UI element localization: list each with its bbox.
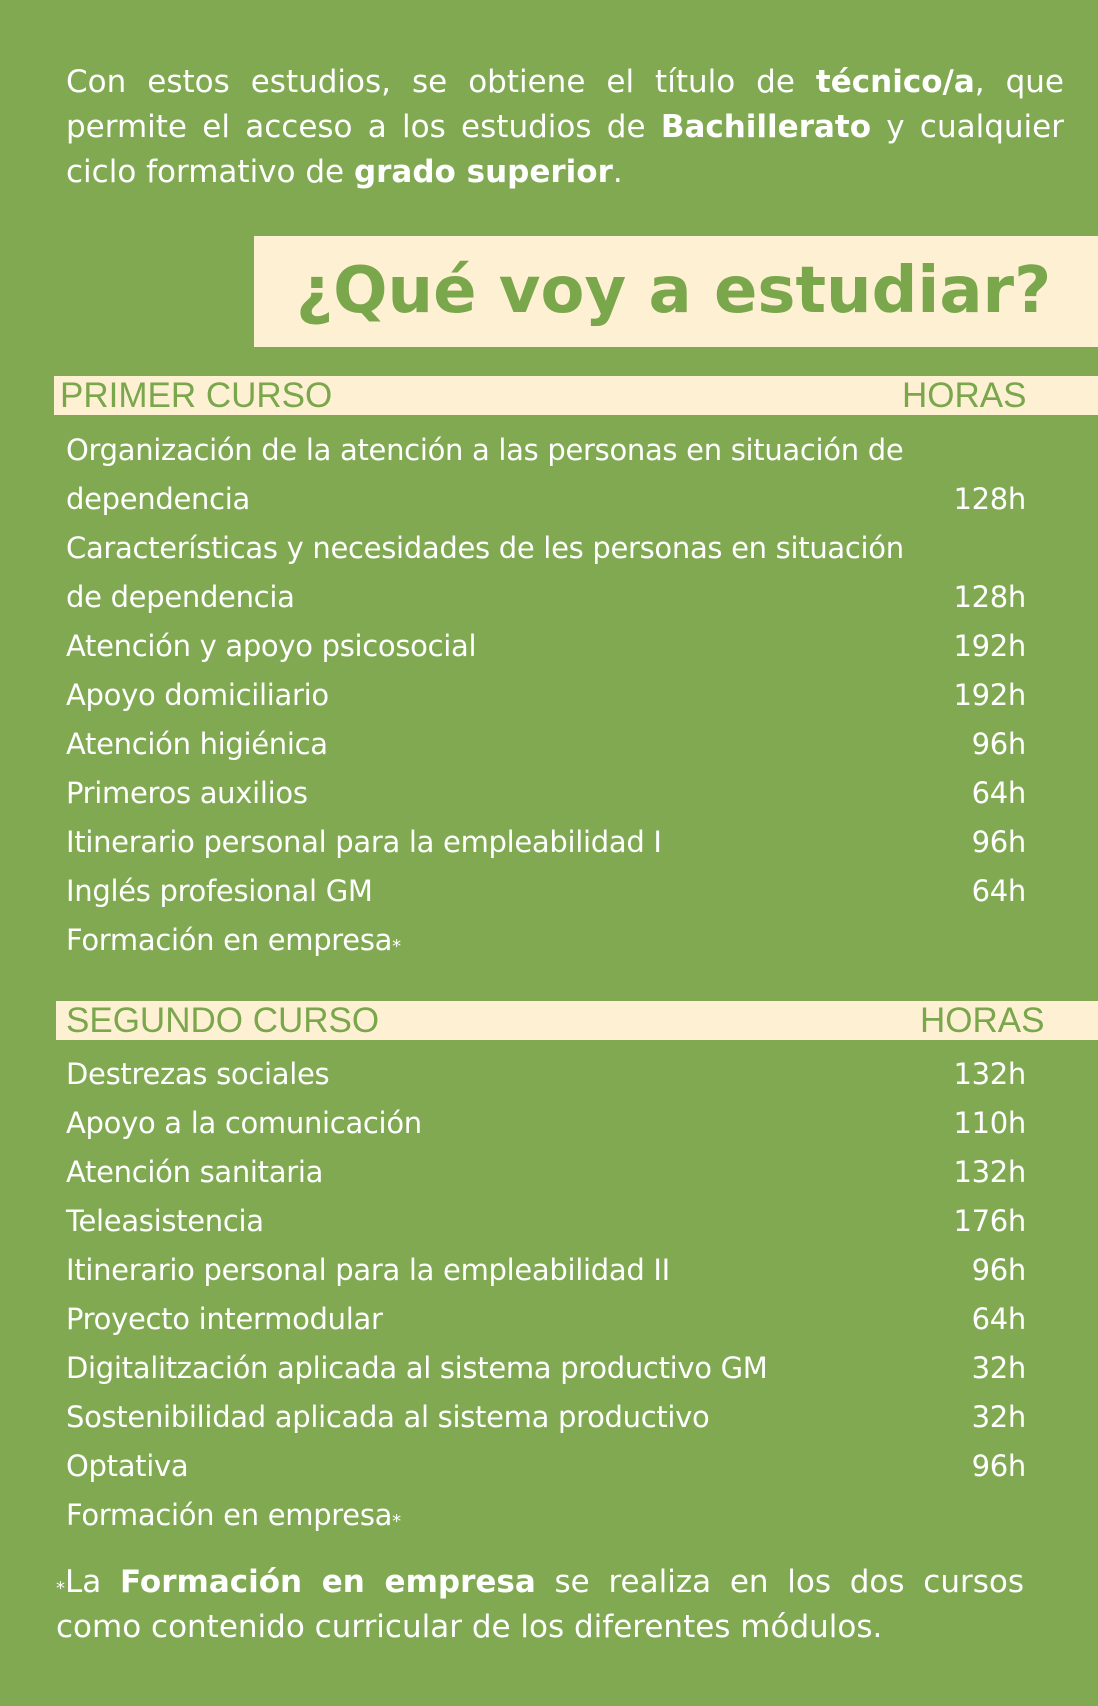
intro-paragraph bbox=[66, 60, 1064, 195]
module-hours: 176h bbox=[953, 1204, 1026, 1238]
intro-text-1: Con estos estudios, se obtiene el título de bbox=[66, 64, 816, 100]
course-module-row bbox=[66, 1491, 1026, 1540]
course-module-row bbox=[66, 1050, 1026, 1099]
module-name: Itinerario personal para la empleabilidad II bbox=[66, 1253, 670, 1287]
intro-text-4: . bbox=[612, 154, 623, 190]
module-name: Destrezas sociales bbox=[66, 1057, 330, 1091]
segundo-curso-list bbox=[66, 1050, 1026, 1540]
module-hours: 132h bbox=[953, 1057, 1026, 1091]
course-module-row bbox=[66, 1344, 1026, 1393]
module-hours: 192h bbox=[953, 678, 1026, 712]
footnote bbox=[56, 1560, 1024, 1650]
course-module-row bbox=[66, 1148, 1026, 1197]
module-hours: 96h bbox=[971, 1253, 1026, 1287]
intro-bold-tecnico: técnico/a bbox=[815, 64, 975, 100]
module-hours: 64h bbox=[971, 874, 1026, 908]
module-name: Itinerario personal para la empleabilidad I bbox=[66, 825, 662, 859]
module-name: Formación en empresa bbox=[66, 1498, 393, 1532]
course-module-row bbox=[66, 426, 1026, 524]
module-hours: 96h bbox=[971, 825, 1026, 859]
course-module-row bbox=[66, 1442, 1026, 1491]
segundo-curso-label: SEGUNDO CURSO bbox=[66, 1001, 380, 1040]
primer-curso-list bbox=[66, 426, 1026, 965]
intro-text-2: , que permite el acceso a los estudios de bbox=[66, 64, 1064, 145]
course-module-row bbox=[66, 622, 1026, 671]
module-hours: 128h bbox=[953, 482, 1026, 516]
primer-curso-header bbox=[54, 376, 1098, 415]
segundo-curso-header bbox=[56, 1001, 1098, 1040]
course-module-row bbox=[66, 1197, 1026, 1246]
module-name: Sostenibilidad aplicada al sistema productivo bbox=[66, 1400, 710, 1434]
course-module-row bbox=[66, 671, 1026, 720]
module-name: Apoyo domiciliario bbox=[66, 678, 329, 712]
module-hours: 110h bbox=[953, 1106, 1026, 1140]
module-name: Optativa bbox=[66, 1449, 189, 1483]
title-banner bbox=[254, 236, 1098, 347]
footnote-bold-formacion: Formación en empresa bbox=[120, 1564, 536, 1600]
module-name: Atención y apoyo psicosocial bbox=[66, 629, 477, 663]
module-name: Primeros auxilios bbox=[66, 776, 308, 810]
module-hours: 64h bbox=[971, 1302, 1026, 1336]
module-name: Características y necesidades de les personas en situación de dependencia bbox=[66, 531, 904, 614]
course-module-row bbox=[66, 916, 1026, 965]
module-hours: 132h bbox=[953, 1155, 1026, 1189]
module-name: Apoyo a la comunicación bbox=[66, 1106, 422, 1140]
module-hours: 64h bbox=[971, 776, 1026, 810]
intro-bold-bachillerato: Bachillerato bbox=[660, 109, 872, 145]
course-module-row bbox=[66, 720, 1026, 769]
course-module-row bbox=[66, 524, 1026, 622]
module-name: Digitalitzación aplicada al sistema productivo GM bbox=[66, 1351, 768, 1385]
primer-curso-label: PRIMER CURSO bbox=[60, 376, 333, 415]
course-module-row bbox=[66, 867, 1026, 916]
course-module-row bbox=[66, 818, 1026, 867]
course-module-row bbox=[66, 769, 1026, 818]
module-name: Atención higiénica bbox=[66, 727, 328, 761]
footnote-text-2: se realiza en los dos cursos como contenido curricular de los diferentes módulos. bbox=[56, 1564, 1024, 1645]
course-module-row bbox=[66, 1099, 1026, 1148]
intro-bold-grado-superior: grado superior bbox=[353, 154, 613, 190]
page-title: ¿Qué voy a estudiar? bbox=[296, 254, 1052, 328]
course-module-row bbox=[66, 1246, 1026, 1295]
footnote-text-1: La bbox=[65, 1564, 121, 1600]
course-module-row bbox=[66, 1295, 1026, 1344]
module-hours: 128h bbox=[953, 580, 1026, 614]
module-name: Teleasistencia bbox=[66, 1204, 264, 1238]
module-hours: 96h bbox=[971, 727, 1026, 761]
module-hours: 192h bbox=[953, 629, 1026, 663]
module-name: Inglés profesional GM bbox=[66, 874, 373, 908]
module-name: Proyecto intermodular bbox=[66, 1302, 383, 1336]
primer-horas-label: HORAS bbox=[902, 376, 1027, 415]
module-name: Formación en empresa bbox=[66, 923, 393, 957]
module-hours: 32h bbox=[971, 1400, 1026, 1434]
intro-text-3: y cualquier ciclo formativo de bbox=[66, 109, 1064, 190]
module-asterisk: * bbox=[392, 936, 401, 957]
segundo-horas-label: HORAS bbox=[920, 1001, 1045, 1040]
course-module-row bbox=[66, 1393, 1026, 1442]
module-hours: 32h bbox=[971, 1351, 1026, 1385]
module-name: Organización de la atención a las personas en situación de dependencia bbox=[66, 433, 904, 516]
module-hours: 96h bbox=[971, 1449, 1026, 1483]
module-asterisk: * bbox=[392, 1511, 401, 1532]
footnote-asterisk: * bbox=[56, 1578, 65, 1599]
module-name: Atención sanitaria bbox=[66, 1155, 324, 1189]
